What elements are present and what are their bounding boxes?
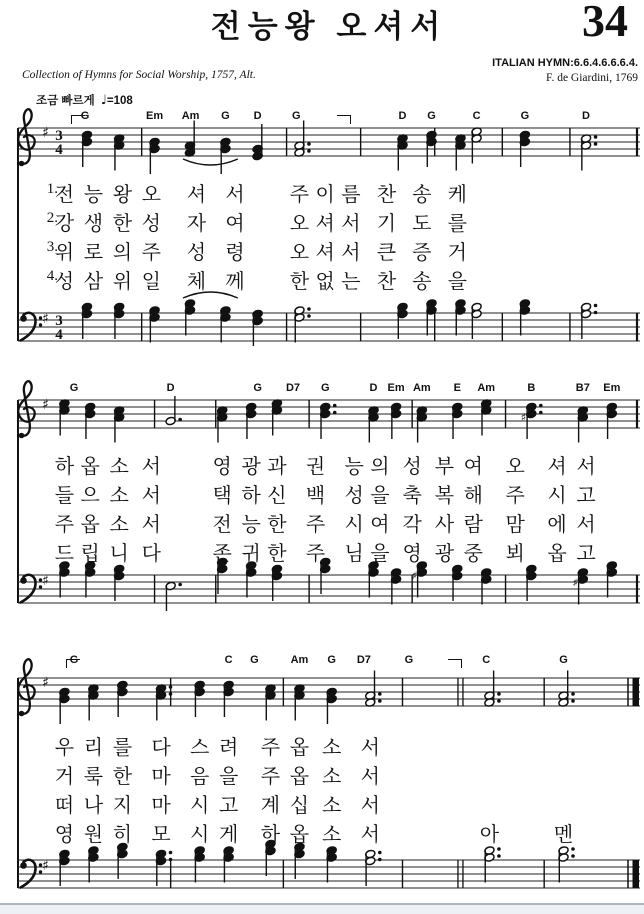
lyric-syllable: 송 xyxy=(412,271,432,293)
lyric-line xyxy=(0,178,644,204)
lyric-syllable: 주 xyxy=(505,485,525,507)
svg-text:♯: ♯ xyxy=(572,576,578,590)
lyric-syllable: 소 xyxy=(321,737,342,759)
chord-label: C xyxy=(472,110,481,122)
lyric-syllable: 고 xyxy=(218,795,239,817)
lyric-syllable: 없 xyxy=(315,271,335,293)
lyric-syllable: 들 xyxy=(54,485,75,507)
chord-label: D xyxy=(582,110,591,122)
lyric-syllable: 을 xyxy=(218,766,239,788)
svg-text:♯: ♯ xyxy=(42,125,49,141)
lyric-syllable: 위 xyxy=(112,271,133,293)
lyric-syllable: 오 xyxy=(289,242,310,264)
chord-label: G xyxy=(253,382,262,394)
lyric-syllable: 한 xyxy=(112,766,133,788)
lyric-syllable: 소 xyxy=(109,456,129,478)
lyric-syllable: 를 xyxy=(112,737,133,759)
tempo-text: 조금 빠르게 xyxy=(36,95,95,107)
lyric-syllable: 룩 xyxy=(83,766,104,788)
chord-label: G xyxy=(520,110,530,122)
lyric-syllable: 드 xyxy=(54,543,75,565)
svg-text:♯: ♯ xyxy=(520,411,527,424)
lyric-syllable: 서 xyxy=(141,514,161,536)
lyric-syllable: 옵 xyxy=(289,737,310,759)
lyric-syllable: 영 xyxy=(212,456,232,478)
lyric-syllable: 다 xyxy=(141,543,161,565)
lyric-syllable: 각 xyxy=(402,514,422,536)
lyric-syllable: 신 xyxy=(267,485,287,507)
lyric-syllable: 리 xyxy=(83,737,104,759)
lyric-syllable: 한 xyxy=(112,213,133,235)
lyric-syllable: 오 xyxy=(289,213,310,235)
chord-label: G xyxy=(320,382,330,394)
lyric-syllable: 여 xyxy=(225,213,245,235)
lyric-syllable: 주 xyxy=(260,766,281,788)
source-attribution: Collection of Hymns for Social Worship, 1757, Alt. xyxy=(22,69,256,81)
tune-credit-block xyxy=(492,57,638,85)
svg-text:♯: ♯ xyxy=(42,573,49,589)
lyric-syllable: 는 xyxy=(341,271,361,293)
svg-text:♯: ♯ xyxy=(42,858,49,874)
chord-label: C xyxy=(224,654,233,666)
lyric-syllable: 옵 xyxy=(289,824,310,846)
lyric-syllable: 옵 xyxy=(80,514,100,536)
hymn-number: 34 xyxy=(582,0,628,46)
lyric-syllable: 서 xyxy=(141,456,161,478)
chord-label: C xyxy=(482,654,491,666)
lyric-syllable: 이 xyxy=(315,184,335,206)
lyric-syllable: 생 xyxy=(83,213,104,235)
lyric-line xyxy=(0,731,644,757)
lyric-syllable: 님 xyxy=(344,543,364,565)
lyric-syllable: 의 xyxy=(370,456,390,478)
svg-text:♯: ♯ xyxy=(42,397,49,413)
chord-label: Em xyxy=(603,382,621,394)
lyric-syllable: 전 xyxy=(212,514,232,536)
lyric-line xyxy=(0,479,644,505)
lyric-syllable: 마 xyxy=(151,795,171,817)
lyric-syllable: 십 xyxy=(289,795,310,817)
lyric-line xyxy=(0,818,644,844)
lyric-syllable: 셔 xyxy=(315,242,335,264)
lyric-syllable: 서 xyxy=(360,766,380,788)
chord-label: B7 xyxy=(575,382,590,394)
lyric-syllable: 뵈 xyxy=(505,543,525,565)
lyric-syllable: 능 xyxy=(241,514,261,536)
chord-label: G xyxy=(69,654,79,666)
lyric-syllable: 성 xyxy=(402,456,422,478)
lyric-syllable: 옵 xyxy=(289,766,310,788)
lyric-line xyxy=(0,508,644,534)
lyric-syllable: 백 xyxy=(305,485,326,507)
lyric-syllable: 고 xyxy=(576,543,596,565)
lyric-syllable: 한 xyxy=(289,271,310,293)
lyric-syllable: 셔 xyxy=(315,213,335,235)
lyric-syllable: 셔 xyxy=(186,184,207,206)
lyric-syllable: 기 xyxy=(376,213,397,235)
lyric-syllable: 니 xyxy=(109,543,129,565)
lyric-syllable: 케 xyxy=(447,184,467,206)
chord-label: D7 xyxy=(356,654,371,666)
lyric-syllable: 소 xyxy=(321,795,342,817)
lyric-syllable: 주 xyxy=(305,543,326,565)
lyric-syllable: 시 xyxy=(547,485,567,507)
lyric-syllable: 시 xyxy=(189,824,210,846)
tempo-value: =108 xyxy=(106,95,133,107)
lyric-syllable: 셔 xyxy=(547,456,567,478)
lyric-syllable: 거 xyxy=(447,242,467,264)
treble-staff xyxy=(0,642,644,742)
lyric-syllable: 옵 xyxy=(547,543,567,565)
svg-text:4: 4 xyxy=(55,142,63,158)
lyric-syllable: 주 xyxy=(305,514,326,536)
chord-label: Am xyxy=(477,382,496,394)
svg-text:♯: ♯ xyxy=(411,569,417,583)
lyric-syllable: 로 xyxy=(83,242,104,264)
chord-label: G xyxy=(221,110,230,122)
lyric-syllable: 여 xyxy=(463,456,483,478)
lyric-syllable: 서 xyxy=(341,213,361,235)
lyric-syllable: 음 xyxy=(189,766,210,788)
lyric-syllable: 큰 xyxy=(376,242,397,264)
chord-label: G xyxy=(404,654,414,666)
lyric-line xyxy=(0,207,644,233)
lyric-syllable: 서 xyxy=(141,485,161,507)
lyric-syllable: 을 xyxy=(370,543,390,565)
chord-label: Am xyxy=(181,110,200,122)
lyric-syllable: 사 xyxy=(434,514,455,536)
lyric-syllable: 우 xyxy=(54,737,75,759)
chord-label: G xyxy=(69,382,79,394)
lyric-syllable: 여 xyxy=(370,514,390,536)
lyric-syllable: 령 xyxy=(225,242,245,264)
chord-label: D7 xyxy=(285,382,301,394)
chord-label: D xyxy=(369,382,378,394)
lyric-syllable: 시 xyxy=(189,795,210,817)
svg-text:3: 3 xyxy=(55,313,63,329)
chord-label: G xyxy=(327,654,336,666)
lyric-syllable: 하 xyxy=(54,456,75,478)
lyric-line xyxy=(0,236,644,262)
chord-label: Am xyxy=(412,382,431,394)
lyric-syllable: 스 xyxy=(189,737,210,759)
lyric-syllable: 께 xyxy=(225,271,245,293)
lyric-syllable: 옵 xyxy=(80,456,100,478)
lyric-syllable: 찬 xyxy=(376,271,397,293)
treble-staff xyxy=(0,364,644,464)
lyric-syllable: 존 xyxy=(212,543,232,565)
lyric-syllable: 서 xyxy=(360,824,380,846)
lyric-syllable: 강 xyxy=(54,213,75,235)
lyric-syllable: 게 xyxy=(218,824,239,846)
lyric-syllable: 나 xyxy=(83,795,104,817)
chord-label: G xyxy=(291,110,301,122)
lyric-syllable: 능 xyxy=(83,184,104,206)
lyric-syllable: 하 xyxy=(260,824,281,846)
chord-label: E xyxy=(453,382,461,394)
lyric-syllable: 주 xyxy=(54,514,75,536)
lyric-syllable: 계 xyxy=(260,795,281,817)
lyric-syllable: 자 xyxy=(186,213,207,235)
lyric-syllable: 도 xyxy=(412,213,432,235)
lyric-line xyxy=(0,760,644,786)
lyric-syllable: 권 xyxy=(305,456,326,478)
lyric-syllable: 성 xyxy=(186,242,207,264)
verse-number: 4. xyxy=(46,268,58,284)
lyric-syllable: 복 xyxy=(434,485,455,507)
lyric-syllable: 삼 xyxy=(83,271,104,293)
lyric-syllable: 려 xyxy=(218,737,239,759)
lyric-syllable: 한 xyxy=(267,543,287,565)
lyric-syllable: 을 xyxy=(370,485,390,507)
lyric-syllable: 성 xyxy=(141,213,161,235)
quarter-note-icon: ♩ xyxy=(100,93,107,108)
lyric-syllable: 시 xyxy=(344,514,364,536)
lyric-syllable: 송 xyxy=(412,184,432,206)
verse-number: 3. xyxy=(46,239,58,255)
lyric-syllable: 소 xyxy=(109,514,129,536)
treble-staff xyxy=(0,92,644,192)
lyric-syllable: 오 xyxy=(505,456,525,478)
lyric-syllable: 일 xyxy=(141,271,161,293)
lyric-syllable: 영 xyxy=(402,543,422,565)
chord-label: D xyxy=(166,382,175,394)
svg-text:♯: ♯ xyxy=(42,311,49,327)
page-bottom-edge xyxy=(0,903,644,914)
lyric-syllable: 한 xyxy=(267,514,287,536)
lyric-syllable: 전 xyxy=(54,184,75,206)
chord-label: G xyxy=(250,654,259,666)
verse-number: 1. xyxy=(46,181,58,197)
lyric-syllable: 소 xyxy=(321,824,342,846)
composer-credit: F. de Giardini, 1769 xyxy=(545,71,638,84)
svg-text:4: 4 xyxy=(55,327,63,343)
lyric-syllable: 위 xyxy=(54,242,75,264)
lyric-syllable: 서 xyxy=(360,737,380,759)
lyric-syllable: 과 xyxy=(267,456,287,478)
lyric-syllable: 으 xyxy=(80,485,100,507)
lyric-syllable: 부 xyxy=(434,456,455,478)
lyric-syllable: 서 xyxy=(341,242,361,264)
lyric-syllable: 람 xyxy=(463,514,483,536)
chord-label: B xyxy=(527,382,536,394)
lyric-syllable: 서 xyxy=(225,184,245,206)
hymn-title: 전능왕 오셔서 xyxy=(210,9,448,44)
verse-number: 2. xyxy=(46,210,58,226)
lyric-syllable: 떠 xyxy=(54,795,75,817)
lyric-syllable: 해 xyxy=(463,485,483,507)
chord-label: D xyxy=(253,110,262,122)
lyric-syllable: 모 xyxy=(151,824,171,846)
lyric-syllable: 다 xyxy=(151,737,171,759)
lyric-syllable: 서 xyxy=(576,456,596,478)
lyric-line xyxy=(0,789,644,815)
lyric-syllable: 체 xyxy=(186,271,207,293)
svg-text:♯: ♯ xyxy=(42,675,49,691)
lyric-syllable: 하 xyxy=(241,485,261,507)
lyric-syllable: 성 xyxy=(344,485,364,507)
lyric-syllable: 을 xyxy=(447,271,467,293)
lyric-syllable: 히 xyxy=(112,824,133,846)
lyric-syllable: 를 xyxy=(447,213,467,235)
chord-label: Em xyxy=(145,110,164,122)
lyric-syllable: 서 xyxy=(360,795,380,817)
lyric-line xyxy=(0,265,644,291)
lyric-syllable: 축 xyxy=(402,485,422,507)
lyric-syllable: 귀 xyxy=(241,543,261,565)
lyric-syllable: 광 xyxy=(434,543,455,565)
lyric-syllable: 중 xyxy=(463,543,483,565)
lyric-syllable: 왕 xyxy=(112,184,133,206)
lyric-syllable: 영 xyxy=(54,824,75,846)
lyric-syllable: 름 xyxy=(341,184,361,206)
chord-label: D xyxy=(398,110,407,122)
lyric-syllable: 찬 xyxy=(376,184,397,206)
lyric-syllable: 성 xyxy=(54,271,75,293)
chord-label: G xyxy=(559,654,568,666)
lyric-syllable: 멘 xyxy=(553,824,574,846)
chord-label: G xyxy=(80,110,90,122)
lyric-syllable: 택 xyxy=(212,485,232,507)
lyric-syllable: 의 xyxy=(112,242,133,264)
chord-label: Am xyxy=(290,654,309,666)
lyric-syllable: 원 xyxy=(83,824,104,846)
lyric-syllable: 고 xyxy=(576,485,596,507)
lyric-syllable: 주 xyxy=(260,737,281,759)
lyric-syllable: 오 xyxy=(141,184,161,206)
lyric-syllable: 아 xyxy=(479,824,500,846)
lyric-syllable: 지 xyxy=(112,795,133,817)
lyric-syllable: 마 xyxy=(151,766,171,788)
lyric-syllable: 립 xyxy=(80,543,100,565)
lyric-line xyxy=(0,450,644,476)
lyric-syllable: 능 xyxy=(344,456,364,478)
svg-text:3: 3 xyxy=(55,128,63,144)
lyric-syllable: 주 xyxy=(289,184,310,206)
chord-label: Em xyxy=(387,382,405,394)
lyric-line xyxy=(0,537,644,563)
tune-name: ITALIAN HYMN:6.6.4.6.6.6.4. xyxy=(492,57,638,69)
lyric-syllable: 소 xyxy=(321,766,342,788)
lyric-syllable: 소 xyxy=(109,485,129,507)
lyric-syllable: 서 xyxy=(576,514,596,536)
lyric-syllable: 맘 xyxy=(505,514,525,536)
chord-label: G xyxy=(427,110,436,122)
lyric-syllable: 광 xyxy=(241,456,261,478)
lyric-syllable: 거 xyxy=(54,766,75,788)
lyric-syllable: 에 xyxy=(547,514,567,536)
lyric-syllable: 증 xyxy=(412,242,432,264)
lyric-syllable: 주 xyxy=(141,242,161,264)
